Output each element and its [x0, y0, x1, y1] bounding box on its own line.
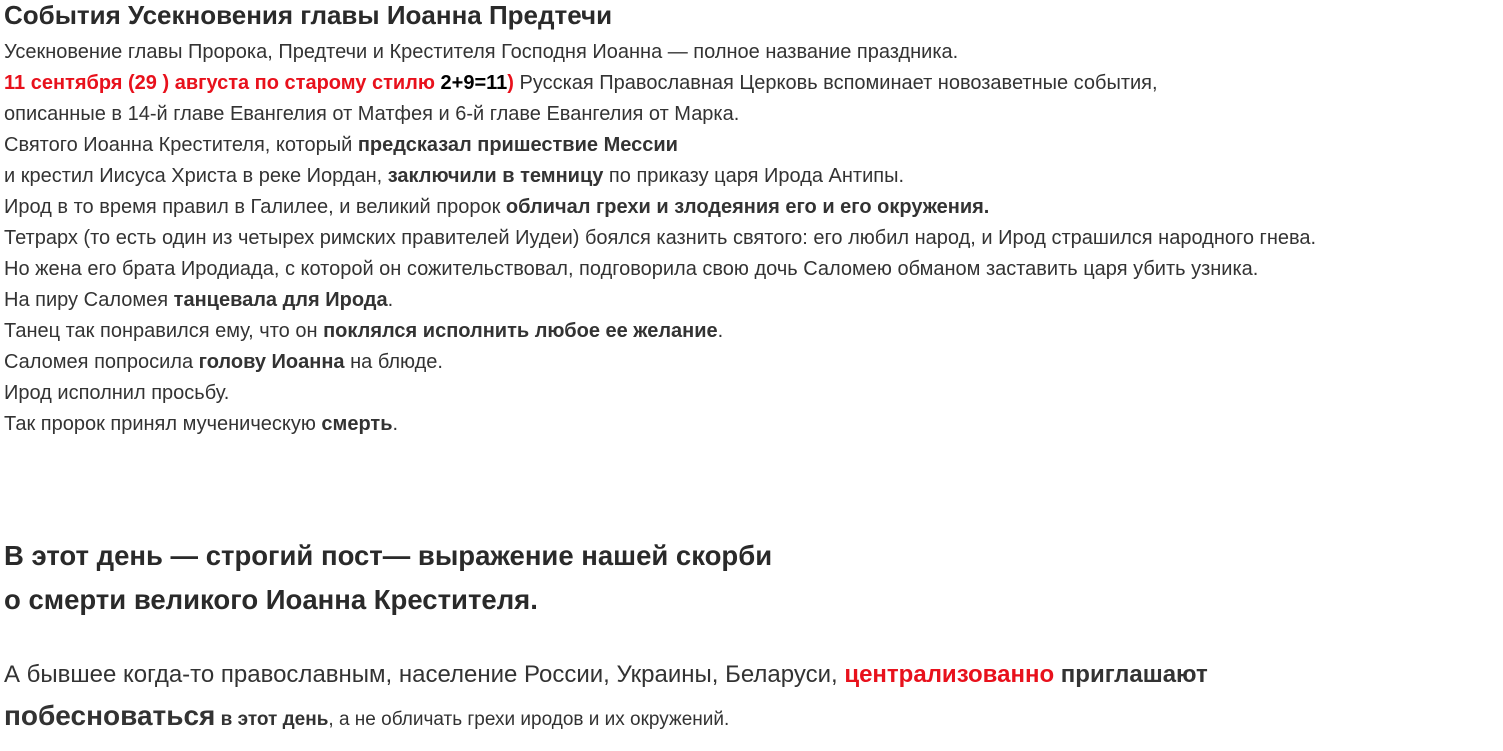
- text-segment: на блюде.: [344, 351, 443, 373]
- bold-segment: приглашают: [1054, 661, 1208, 688]
- fast-heading-line-2: о смерти великого Иоанна Крестителя.: [4, 584, 538, 615]
- date-highlight: 11 сентября (29 ) августа по старому стилю: [4, 72, 435, 94]
- bold-segment: смерть: [321, 413, 393, 435]
- article: [4, 0, 1499, 731]
- paragraph-martyrdom: [4, 409, 1499, 440]
- text-segment: Святого Иоанна Крестителя, который: [4, 134, 358, 156]
- page-title: События Усекновения главы Иоанна Предтечи: [4, 0, 613, 30]
- bold-segment: заключили в темницу: [387, 165, 604, 187]
- date-sum: 2+9=11: [440, 72, 508, 94]
- big-bold-segment: побесноваться: [4, 700, 216, 731]
- paragraph-tetrarch: Тетрарх (то есть один из четырех римских правителей Иудеи) боялся казнить святого: его любил народ, и Ирод страшился народного гнева.: [4, 227, 1317, 249]
- bold-segment: предсказал пришествие Мессии: [357, 134, 678, 156]
- paragraph-herodias: Но жена его брата Иродиада, с которой он сожительствовал, подговорила свою дочь Саломею обманом заставить царя убить узника.: [4, 258, 1259, 280]
- fast-heading: [4, 534, 772, 622]
- text-segment: Ирод в то время правил в Галилее, и великий пророк: [4, 196, 506, 218]
- text-segment: На пиру Саломея: [4, 289, 174, 311]
- text-segment: .: [387, 289, 394, 311]
- paragraph-full-name: Усекновение главы Пророка, Предтечи и Крестителя Господня Иоанна — полное название праздника.: [4, 41, 959, 63]
- paragraph-fulfilled: Ирод исполнил просьбу.: [4, 382, 230, 404]
- text-segment: Саломея попросила: [4, 351, 199, 373]
- bold-segment: голову Иоанна: [198, 351, 345, 373]
- closing-line-2: [4, 695, 1208, 740]
- date-rest: Русская Православная Церковь вспоминает новозаветные события,: [513, 72, 1158, 94]
- paragraph-galilee: [4, 192, 1499, 223]
- paragraph-prison: [4, 161, 1499, 192]
- fast-heading-line-1: В этот день — строгий пост— выражение нашей скорби: [4, 540, 773, 571]
- text-segment: .: [717, 320, 724, 342]
- text-segment: , а не обличать грехи иродов и их окружений.: [328, 709, 730, 730]
- bold-segment: танцевала для Ирода: [173, 289, 388, 311]
- paragraph-oath: [4, 316, 1499, 347]
- paragraph-gospels: описанные в 14-й главе Евангелия от Матфея и 6-й главе Евангелия от Марка.: [4, 103, 740, 125]
- date-paren: ): [507, 72, 514, 94]
- text-segment: Танец так понравился ему, что он: [4, 320, 324, 342]
- article-body: [4, 37, 1499, 440]
- closing-line-1: [4, 654, 1208, 695]
- text-segment: и крестил Иисуса Христа в реке Иордан,: [4, 165, 388, 187]
- text-segment: А бывшее когда-то православным, население России, Украины, Беларуси,: [4, 661, 845, 688]
- paragraph-request: [4, 347, 1499, 378]
- text-segment: Так пророк принял мученическую: [4, 413, 322, 435]
- red-bold-segment: централизованно: [844, 661, 1055, 688]
- closing-paragraph: [4, 654, 1208, 740]
- paragraph-prophecy: [4, 130, 1499, 161]
- text-segment: по приказу царя Ирода Антипы.: [603, 165, 905, 187]
- paragraph-date: [4, 68, 1499, 99]
- bold-segment: поклялся исполнить любое ее желание: [323, 320, 718, 342]
- text-segment: .: [392, 413, 399, 435]
- bold-segment: обличал грехи и злодеяния его и его окружения.: [505, 196, 990, 218]
- bold-segment: в этот день: [215, 709, 329, 730]
- paragraph-feast: [4, 285, 1499, 316]
